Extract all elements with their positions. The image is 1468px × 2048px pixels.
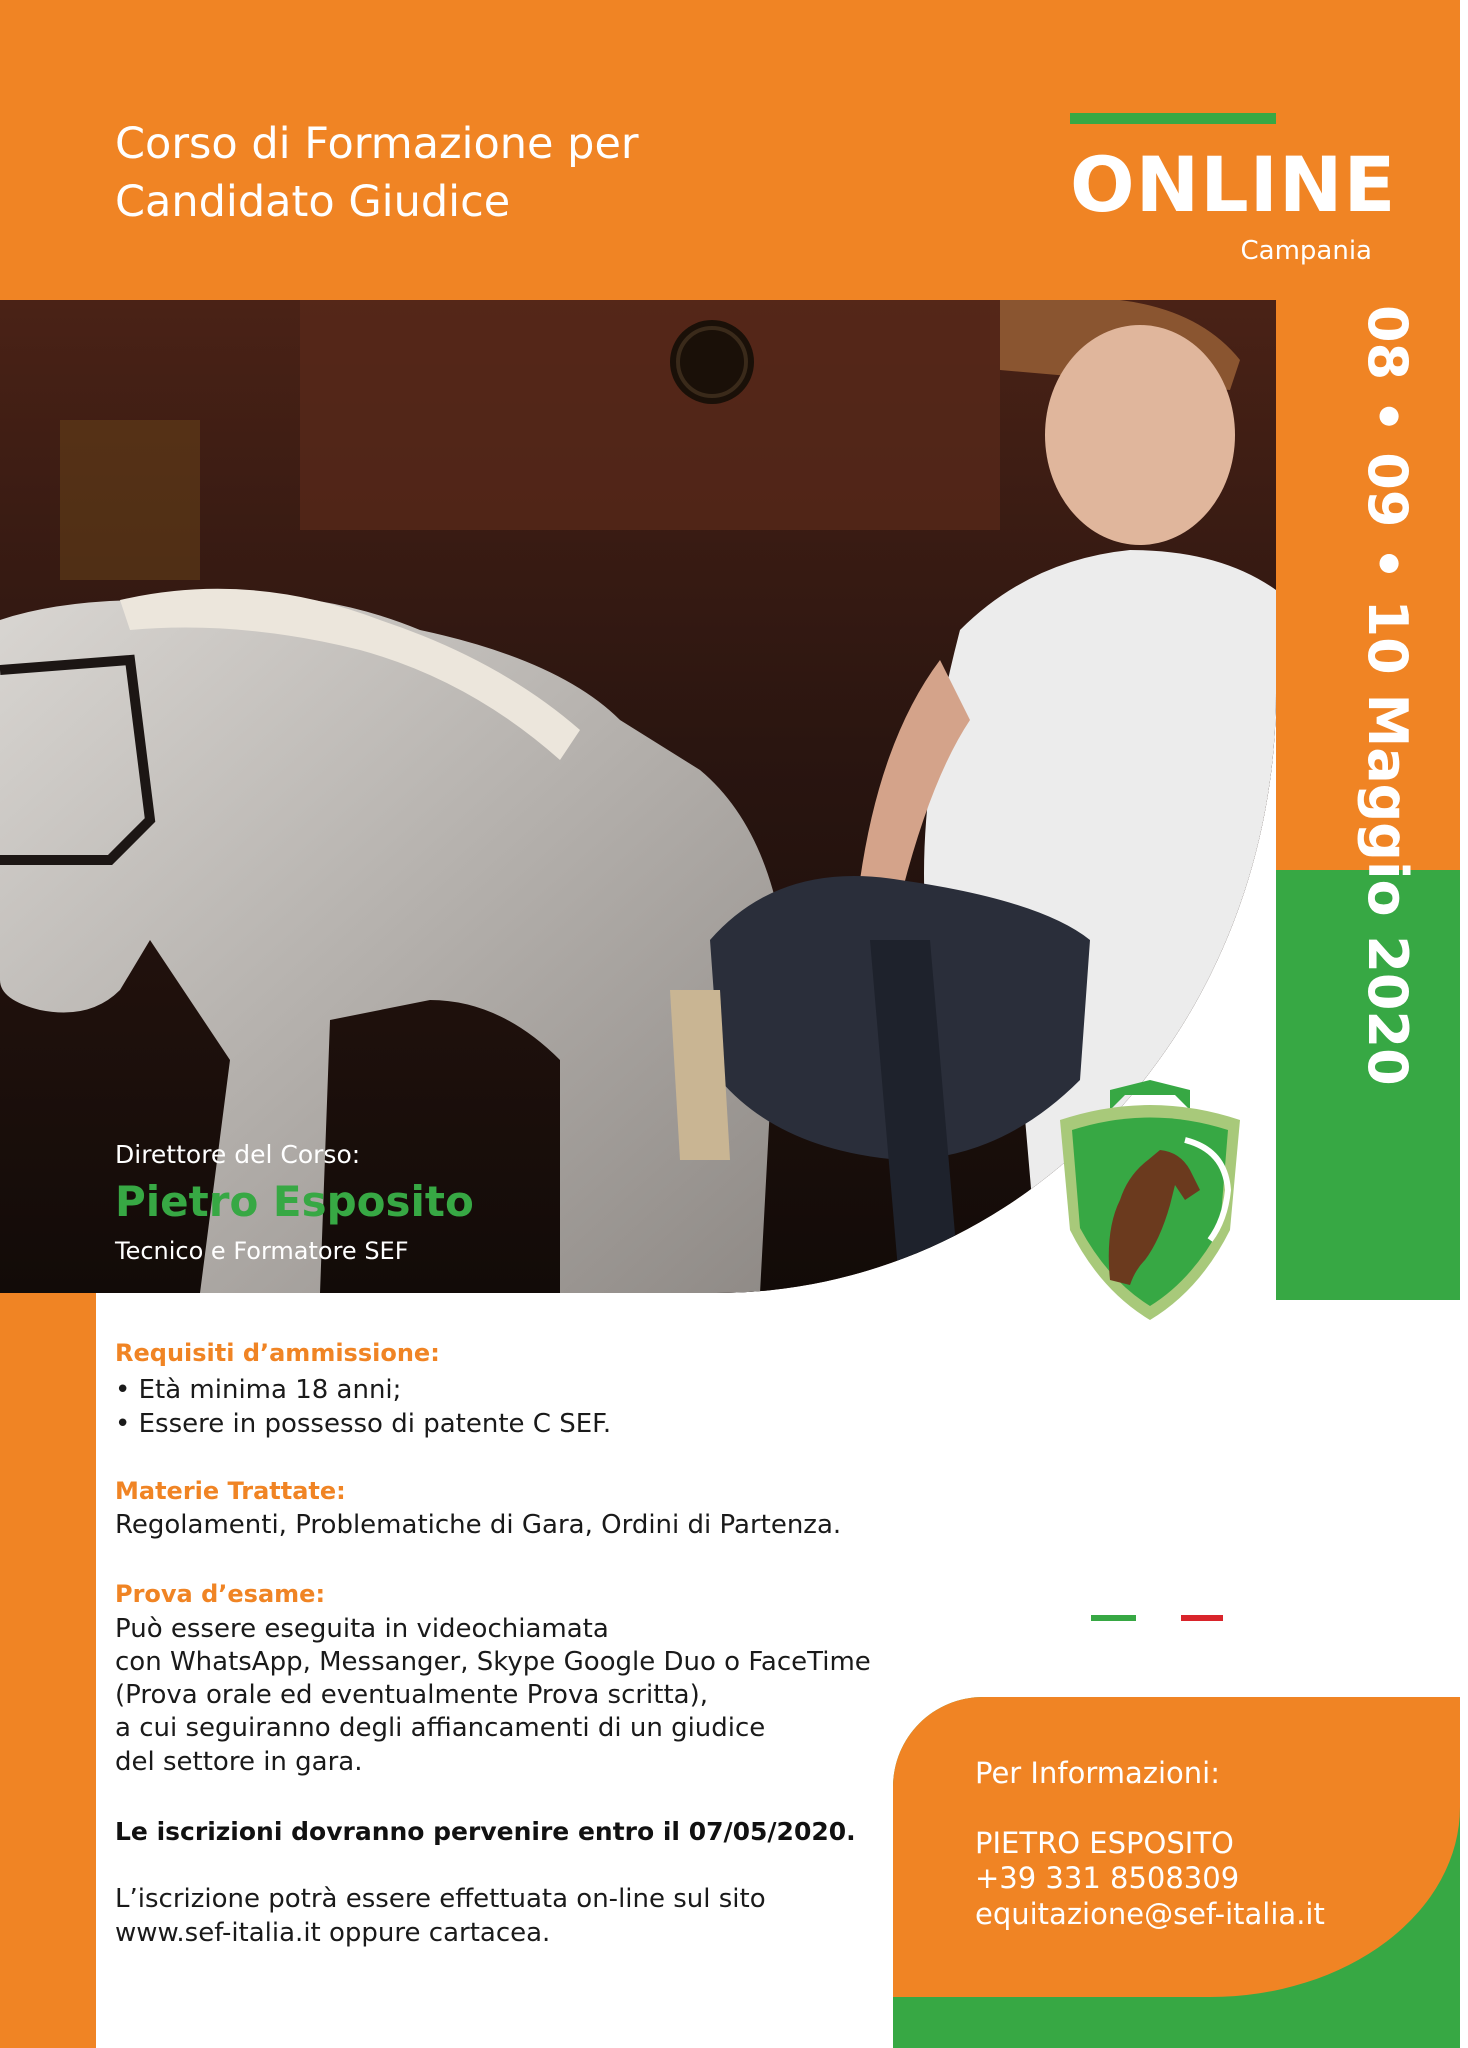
- flag-stripe-green: [1091, 1615, 1136, 1621]
- exam-title: Prova d’esame:: [115, 1580, 326, 1608]
- director-label: Direttore del Corso:: [115, 1140, 361, 1169]
- contact-email[interactable]: equitazione@sef-italia.it: [975, 1897, 1325, 1931]
- contact-title: Per Informazioni:: [975, 1756, 1220, 1790]
- exam-line: del settore in gara.: [115, 1747, 363, 1777]
- left-orange-strip: [0, 1290, 96, 2048]
- requirement-item: • Essere in possesso di patente C SEF.: [115, 1409, 612, 1439]
- subjects-title: Materie Trattate:: [115, 1477, 346, 1505]
- face: [1045, 325, 1235, 545]
- registration-line: L’iscrizione potrà essere effettuata on-line sul sito: [115, 1884, 766, 1914]
- flag-stripe-red: [1181, 1615, 1223, 1621]
- course-dates: [1351, 305, 1421, 1086]
- sef-shield-logo-icon: [1050, 1080, 1250, 1330]
- course-title-line2: Candidato Giudice: [115, 177, 511, 227]
- course-title-line1: Corso di Formazione per: [115, 119, 639, 169]
- right-margin: [1460, 0, 1468, 2048]
- exam-line: con WhatsApp, Messanger, Skype Google Duo o FaceTime: [115, 1647, 871, 1677]
- online-badge: ONLINE: [1070, 140, 1397, 229]
- exam-line: (Prova orale ed eventualmente Prova scritta),: [115, 1680, 709, 1710]
- registration-deadline: Le iscrizioni dovranno pervenire entro il 07/05/2020.: [115, 1817, 856, 1846]
- subjects-text: Regolamenti, Problematiche di Gara, Ordini di Partenza.: [115, 1510, 842, 1540]
- flag-stripe-white: [1136, 1615, 1181, 1621]
- requirement-item: • Età minima 18 anni;: [115, 1375, 402, 1405]
- exam-line: a cui seguiranno degli affiancamenti di un giudice: [115, 1713, 766, 1743]
- contact-name: PIETRO ESPOSITO: [975, 1826, 1234, 1860]
- dates-text: 08 • 09 • 10 Maggio 2020: [1356, 305, 1419, 1086]
- director-name: Pietro Esposito: [115, 1177, 474, 1226]
- region-label: Campania: [1240, 236, 1372, 266]
- requirements-title: Requisiti d’ammissione:: [115, 1339, 440, 1367]
- registration-line: www.sef-italia.it oppure cartacea.: [115, 1918, 551, 1948]
- wall-clock: [670, 320, 754, 404]
- contact-phone[interactable]: +39 331 8508309: [975, 1861, 1240, 1895]
- exam-line: Può essere eseguita in videochiamata: [115, 1614, 609, 1644]
- director-role: Tecnico e Formatore SEF: [115, 1237, 409, 1265]
